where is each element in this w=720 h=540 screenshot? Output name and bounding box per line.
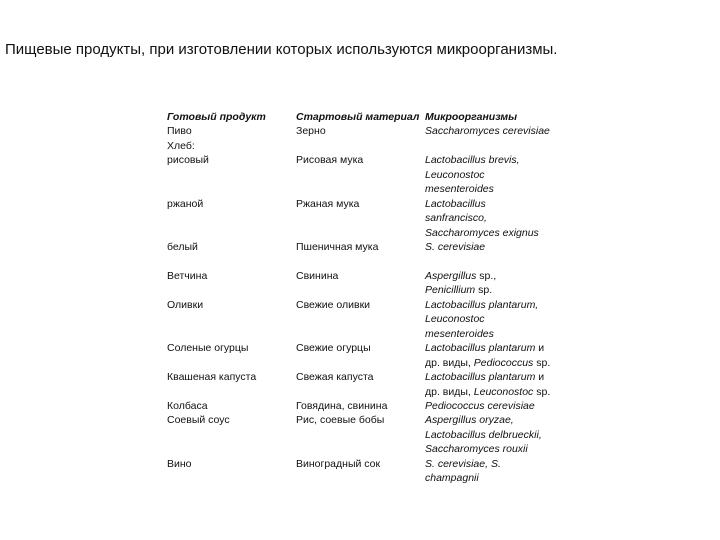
product-cell: Пиво — [167, 125, 192, 138]
microorganism-line — [425, 182, 494, 196]
product-cell: белый — [167, 241, 198, 254]
header-product: Готовый продукт — [167, 111, 266, 123]
microorganism-text: др. виды, — [425, 385, 474, 398]
microorganism-line — [425, 370, 544, 384]
header-material: Стартовый материал — [296, 111, 420, 123]
microorganism-text: Penicillium — [425, 284, 476, 297]
microorganism-line — [425, 124, 550, 138]
microorganism-text: Lactobacillus plantarum — [425, 342, 536, 355]
microorganism-text: champagnii — [425, 472, 479, 485]
microorganism-text: Leuconostoc — [425, 168, 485, 181]
microorganism-text: sp. — [475, 284, 493, 297]
microorganism-text: Saccharomyces rouxii — [425, 443, 528, 456]
microorganism-line — [425, 341, 544, 355]
microorganism-text: Leuconostoc — [425, 313, 485, 326]
product-cell: ржаной — [167, 197, 204, 210]
microorganism-line — [425, 211, 487, 225]
material-cell: Свинина — [296, 269, 339, 282]
microorganism-text: Saccharomyces exignus — [425, 226, 539, 239]
microorganism-line — [425, 457, 501, 471]
microorganism-text: Lactobacillus delbrueckii, — [425, 428, 542, 441]
product-cell: Вино — [167, 457, 192, 470]
microorganism-line — [425, 240, 485, 254]
material-cell: Ржаная мука — [296, 197, 360, 210]
material-cell: Свежая капуста — [296, 371, 374, 384]
material-cell: Пшеничная мука — [296, 241, 379, 254]
microorganism-text: mesenteroides — [425, 183, 494, 196]
microorganism-text: Lactobacillus plantarum, — [425, 298, 539, 311]
microorganism-line — [425, 399, 535, 413]
product-cell: Соевый соус — [167, 414, 230, 427]
material-cell: Свежие огурцы — [296, 342, 371, 355]
header-microorganisms: Микроорганизмы — [425, 111, 518, 123]
microorganism-text: sp. — [533, 385, 551, 398]
microorganism-text: др. виды, — [425, 356, 474, 369]
microorganism-text: Lactobacillus plantarum — [425, 371, 536, 384]
product-cell: Соленые огурцы — [167, 342, 249, 355]
microorganism-line — [425, 356, 550, 370]
product-cell: Ветчина — [167, 269, 208, 282]
product-cell: Колбаса — [167, 400, 208, 412]
microorganism-text: Lactobacillus — [425, 197, 486, 210]
microorganism-text: sp. — [533, 356, 551, 369]
microorganism-text: sp., — [476, 269, 497, 282]
microorganism-line — [425, 312, 485, 326]
material-cell: Рис, соевые бобы — [296, 414, 385, 427]
product-cell: рисовый — [167, 154, 209, 167]
microorganism-line — [425, 413, 514, 427]
microorganism-text: Saccharomyces cerevisiae — [425, 125, 550, 138]
microorganism-line — [425, 197, 486, 211]
microorganism-text: Lactobacillus brevis, — [425, 154, 520, 167]
microorganism-text: и — [535, 342, 545, 355]
microorganism-line — [425, 226, 539, 240]
microorganism-text: Aspergillus — [425, 269, 477, 282]
microorganism-line — [425, 327, 494, 341]
microorganism-line — [425, 385, 550, 399]
microorganism-text: Leuconostoc — [473, 385, 534, 398]
microorganism-text: Pediococcus cerevisiae — [425, 400, 535, 412]
product-cell: Квашеная капуста — [167, 371, 257, 384]
microorganism-line — [425, 269, 496, 283]
microorganism-line — [425, 168, 485, 182]
material-cell: Виноградный сок — [296, 457, 381, 470]
product-cell: Хлеб: — [167, 139, 195, 152]
microorganism-line — [425, 283, 492, 297]
slide-title: Пищевые продукты, при изготовлении которых используются микроорганизмы. — [5, 41, 558, 58]
microorganism-line — [425, 153, 520, 167]
product-cell: Оливки — [167, 298, 204, 311]
material-cell: Рисовая мука — [296, 154, 364, 167]
microorganism-text: sanfrancisco, — [425, 212, 487, 225]
microorganism-text: Aspergillus oryzae, — [425, 414, 514, 427]
microorganism-text: S. cerevisiae — [425, 241, 486, 254]
microorganism-line — [425, 298, 538, 312]
microorganism-line — [425, 471, 479, 485]
microorganism-text: и — [535, 371, 545, 384]
material-cell: Зерно — [296, 125, 326, 138]
microorganism-line — [425, 442, 528, 456]
microorganism-text: mesenteroides — [425, 327, 494, 340]
microorganism-line — [425, 428, 542, 442]
microorganism-text: S. cerevisiae, S. — [425, 457, 501, 470]
microorganism-text: Pediococcus — [473, 356, 534, 369]
material-cell: Говядина, свинина — [296, 400, 388, 412]
material-cell: Свежие оливки — [296, 298, 371, 311]
